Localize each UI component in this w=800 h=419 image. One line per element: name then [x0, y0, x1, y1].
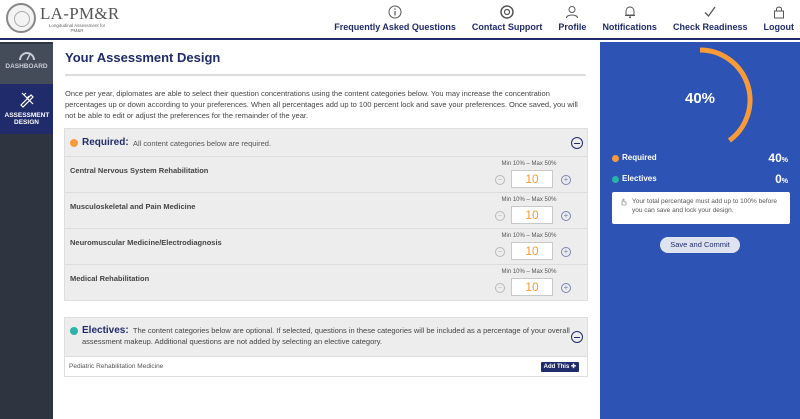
decrement-button[interactable]: −	[495, 211, 505, 221]
decrement-button[interactable]: −	[495, 247, 505, 257]
required-stat-value: 40%	[768, 151, 788, 165]
category-row	[65, 265, 587, 301]
category-name: Central Nervous System Rehabilitation	[70, 166, 209, 175]
pencil-ruler-icon	[18, 90, 36, 110]
category-row	[65, 157, 587, 193]
check-icon	[702, 4, 718, 20]
category-row	[65, 229, 587, 265]
decrement-button[interactable]: −	[495, 283, 505, 293]
increment-button[interactable]: +	[561, 175, 571, 185]
electives-description	[70, 325, 570, 347]
nav-check-readiness[interactable]	[673, 4, 748, 32]
save-and-commit-button[interactable]: Save and Commit	[660, 237, 740, 253]
nav-profile[interactable]	[558, 4, 586, 32]
percentage-input[interactable]	[511, 242, 553, 260]
main-content	[53, 42, 600, 419]
total-note	[612, 192, 790, 224]
required-title: Required:	[82, 137, 129, 148]
required-header	[65, 129, 587, 157]
divider	[65, 74, 586, 76]
electives-note: The content categories below are optional. If selected, questions in these categories will be included as a percentage of your overall assessment makeup. Additional questions are not added by selecting an elective category.	[82, 326, 570, 346]
sidebar-item-label: DASHBOARD	[5, 63, 48, 70]
nav-logout-label: Logout	[763, 22, 794, 32]
electives-dot-icon	[612, 176, 619, 183]
required-dot-icon	[612, 155, 619, 162]
info-icon	[387, 4, 403, 20]
nav-check-label: Check Readiness	[672, 22, 748, 32]
category-range: Min 10% – Max 50%	[501, 161, 557, 167]
gauge-icon	[19, 49, 35, 63]
category-row	[65, 193, 587, 229]
required-stat	[612, 152, 790, 166]
sidebar-item-label: ASSESSMENT DESIGN	[4, 112, 50, 126]
nav-profile-label: Profile	[558, 22, 587, 32]
sidebar-item-assessment-design[interactable]	[0, 84, 53, 134]
electives-header	[65, 318, 587, 356]
lock-icon	[771, 4, 787, 20]
category-name: Medical Rehabilitation	[70, 274, 150, 283]
decrement-button[interactable]: −	[495, 175, 505, 185]
top-header	[0, 0, 800, 40]
add-label: Add This	[543, 364, 570, 370]
bell-icon	[622, 4, 638, 20]
electives-stat	[612, 173, 790, 187]
nav-faq[interactable]	[334, 4, 456, 32]
nav-faq-label: Frequently Asked Questions	[334, 22, 456, 32]
percentage-input[interactable]	[511, 278, 553, 296]
plus-icon: ✚	[570, 364, 576, 370]
page-title: Your Assessment Design	[65, 50, 221, 65]
required-stat-label: Required	[622, 153, 657, 162]
electives-panel	[64, 317, 588, 377]
percentage-input[interactable]	[511, 170, 553, 188]
sidebar	[0, 42, 53, 419]
total-percent: 40%	[684, 90, 716, 107]
required-note: All content categories below are required.	[133, 139, 271, 148]
logo-subtitle: Longitudinal Assessment for PM&R	[48, 23, 106, 33]
required-panel	[64, 128, 588, 301]
intro-text: Once per year, diplomates are able to select their question concentrations using the content categories below. You may increase the concentration percentages up or down according to your preferences. When all percentages add up to 100 percent lock and save your preferences. Once saved, you will not be able to edit or adjust the preferences for the remainder of the year.	[65, 89, 578, 120]
nav-logout[interactable]	[764, 4, 795, 32]
collapse-icon[interactable]	[571, 137, 583, 149]
percentage-input[interactable]	[511, 206, 553, 224]
logo[interactable]	[6, 3, 126, 37]
nav-contact-label: Contact Support	[471, 22, 543, 32]
increment-button[interactable]: +	[561, 211, 571, 221]
nav-notifications[interactable]	[602, 4, 657, 32]
top-nav	[334, 4, 794, 32]
electives-title: Electives:	[82, 325, 129, 336]
electives-stat-value: 0%	[775, 172, 788, 186]
nav-notifications-label: Notifications	[602, 22, 657, 32]
support-icon	[499, 4, 515, 20]
increment-button[interactable]: +	[561, 247, 571, 257]
elective-name: Pediatric Rehabilitation Medicine	[69, 363, 164, 370]
electives-stat-label: Electives	[622, 174, 657, 183]
category-name: Neuromuscular Medicine/Electrodiagnosis	[70, 238, 222, 247]
summary-panel	[600, 42, 800, 419]
increment-button[interactable]: +	[561, 283, 571, 293]
collapse-icon[interactable]	[571, 331, 583, 343]
nav-contact-support[interactable]	[472, 4, 543, 32]
hand-pointer-icon	[620, 198, 628, 206]
required-dot-icon	[70, 139, 78, 147]
category-range: Min 10% – Max 50%	[501, 197, 557, 203]
total-note-text: Your total percentage must add up to 100% before you can save and lock your design.	[632, 198, 778, 214]
category-range: Min 10% – Max 50%	[501, 233, 557, 239]
sidebar-item-dashboard[interactable]	[0, 44, 53, 84]
category-name: Musculoskeletal and Pain Medicine	[70, 202, 196, 211]
category-range: Min 10% – Max 50%	[501, 269, 557, 275]
user-icon	[564, 4, 580, 20]
logo-title: LA-PM&R	[40, 4, 120, 23]
add-elective-button[interactable]	[541, 362, 579, 372]
elective-row	[65, 356, 587, 376]
seal-icon	[6, 3, 36, 33]
